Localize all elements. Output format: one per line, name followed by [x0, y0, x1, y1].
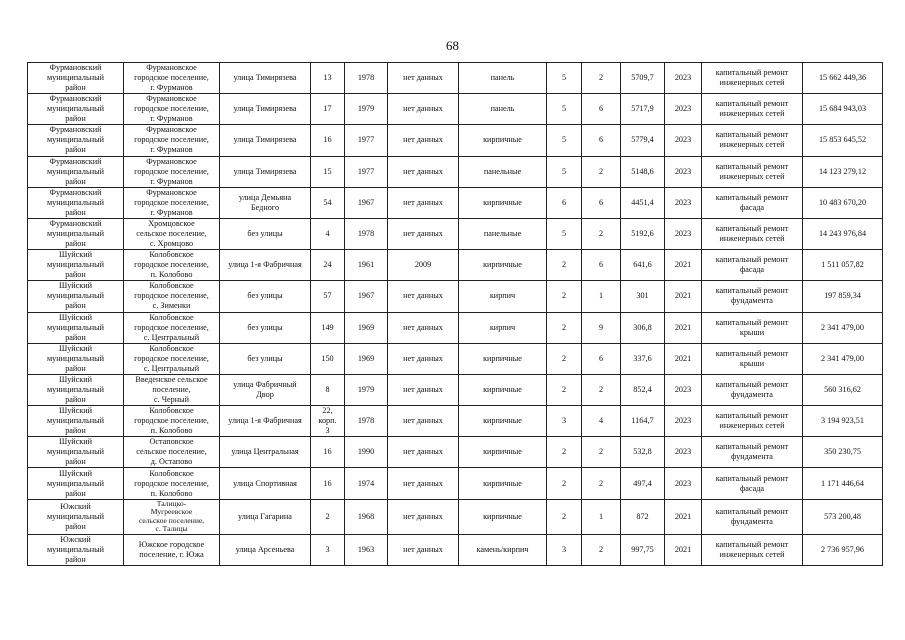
cost-cell: 197 859,34 [803, 281, 883, 312]
street-cell: улица Тимирязева [220, 63, 311, 94]
table-row [28, 94, 883, 125]
street-cell: улица Тимирязева [220, 94, 311, 125]
year-built-cell: 1967 [345, 187, 388, 218]
district-cell: Фурмановский муниципальный район [28, 63, 124, 94]
area-cell: 5148,6 [621, 156, 665, 187]
wall-material-cell: кирпич [459, 312, 547, 343]
cost-cell: 15 684 943,03 [803, 94, 883, 125]
cost-cell: 10 483 670,20 [803, 187, 883, 218]
wall-material-cell: кирпичные [459, 374, 547, 405]
area-cell: 301 [621, 281, 665, 312]
street-cell: улица Демьяна Бедного [220, 187, 311, 218]
district-cell: Фурмановский муниципальный район [28, 94, 124, 125]
cost-cell: 15 662 449,36 [803, 63, 883, 94]
street-cell: улица 1-я Фабричная [220, 406, 311, 437]
overhaul-year-cell: нет данных [388, 437, 459, 468]
settlement-cell: Фурмановское городское поселение, г. Фурманов [124, 125, 220, 156]
planned-year-cell: 2023 [665, 218, 702, 249]
street-cell: без улицы [220, 281, 311, 312]
year-built-cell: 1974 [345, 468, 388, 499]
table-row [28, 218, 883, 249]
table-row [28, 535, 883, 566]
settlement-cell: Остаповское сельское поселение, д. Остапово [124, 437, 220, 468]
planned-year-cell: 2021 [665, 499, 702, 534]
entrances-cell: 2 [582, 63, 621, 94]
area-cell: 306,8 [621, 312, 665, 343]
cost-cell: 3 194 923,51 [803, 406, 883, 437]
floors-cell: 5 [547, 156, 582, 187]
work-type-cell: капитальный ремонт инженерных сетей [702, 125, 803, 156]
table-row [28, 374, 883, 405]
house-number-cell: 3 [311, 535, 345, 566]
area-cell: 641,6 [621, 250, 665, 281]
planned-year-cell: 2021 [665, 281, 702, 312]
street-cell: улица Гагарина [220, 499, 311, 534]
settlement-cell: Талицко- Мугреевское сельское поселение, с. Талицы [124, 499, 220, 534]
overhaul-year-cell: нет данных [388, 312, 459, 343]
page-number: 68 [446, 38, 459, 53]
settlement-cell: Колобовское городское поселение, с. Зименки [124, 281, 220, 312]
area-cell: 5717,9 [621, 94, 665, 125]
year-built-cell: 1969 [345, 343, 388, 374]
table-row [28, 187, 883, 218]
district-cell: Шуйский муниципальный район [28, 250, 124, 281]
house-number-cell: 54 [311, 187, 345, 218]
floors-cell: 5 [547, 125, 582, 156]
planned-year-cell: 2021 [665, 250, 702, 281]
overhaul-year-cell: нет данных [388, 63, 459, 94]
area-cell: 872 [621, 499, 665, 534]
settlement-cell: Колобовское городское поселение, п. Колобово [124, 406, 220, 437]
year-built-cell: 1977 [345, 156, 388, 187]
overhaul-year-cell: нет данных [388, 94, 459, 125]
floors-cell: 5 [547, 94, 582, 125]
floors-cell: 5 [547, 63, 582, 94]
house-number-cell: 24 [311, 250, 345, 281]
entrances-cell: 6 [582, 94, 621, 125]
overhaul-year-cell: нет данных [388, 125, 459, 156]
wall-material-cell: панельные [459, 156, 547, 187]
overhaul-year-cell: нет данных [388, 281, 459, 312]
planned-year-cell: 2023 [665, 437, 702, 468]
wall-material-cell: панель [459, 94, 547, 125]
floors-cell: 2 [547, 499, 582, 534]
cost-cell: 15 853 645,52 [803, 125, 883, 156]
work-type-cell: капитальный ремонт инженерных сетей [702, 63, 803, 94]
year-built-cell: 1967 [345, 281, 388, 312]
work-type-cell: капитальный ремонт инженерных сетей [702, 218, 803, 249]
entrances-cell: 1 [582, 499, 621, 534]
overhaul-year-cell: нет данных [388, 406, 459, 437]
floors-cell: 3 [547, 535, 582, 566]
house-number-cell: 17 [311, 94, 345, 125]
area-cell: 4451,4 [621, 187, 665, 218]
cost-cell: 350 230,75 [803, 437, 883, 468]
street-cell: улица Тимирязева [220, 125, 311, 156]
settlement-cell: Колобовское городское поселение, п. Колобово [124, 468, 220, 499]
cost-cell: 560 316,62 [803, 374, 883, 405]
table-row [28, 468, 883, 499]
entrances-cell: 2 [582, 437, 621, 468]
house-number-cell: 22, корп. 3 [311, 406, 345, 437]
planned-year-cell: 2023 [665, 94, 702, 125]
settlement-cell: Колобовское городское поселение, п. Колобово [124, 250, 220, 281]
overhaul-year-cell: нет данных [388, 343, 459, 374]
work-type-cell: капитальный ремонт фасада [702, 250, 803, 281]
year-built-cell: 1979 [345, 374, 388, 405]
year-built-cell: 1978 [345, 406, 388, 437]
overhaul-year-cell: нет данных [388, 218, 459, 249]
entrances-cell: 6 [582, 125, 621, 156]
entrances-cell: 6 [582, 250, 621, 281]
planned-year-cell: 2021 [665, 535, 702, 566]
work-type-cell: капитальный ремонт фундамента [702, 374, 803, 405]
settlement-cell: Фурмановское городское поселение, г. Фурманов [124, 94, 220, 125]
street-cell: без улицы [220, 312, 311, 343]
planned-year-cell: 2023 [665, 374, 702, 405]
overhaul-year-cell: нет данных [388, 468, 459, 499]
wall-material-cell: кирпич [459, 281, 547, 312]
planned-year-cell: 2023 [665, 63, 702, 94]
table-row [28, 312, 883, 343]
area-cell: 1164,7 [621, 406, 665, 437]
entrances-cell: 1 [582, 281, 621, 312]
overhaul-year-cell: 2009 [388, 250, 459, 281]
area-cell: 852,4 [621, 374, 665, 405]
overhaul-year-cell: нет данных [388, 535, 459, 566]
entrances-cell: 2 [582, 535, 621, 566]
entrances-cell: 6 [582, 187, 621, 218]
year-built-cell: 1978 [345, 63, 388, 94]
planned-year-cell: 2023 [665, 187, 702, 218]
work-type-cell: капитальный ремонт крыши [702, 312, 803, 343]
street-cell: улица Арсеньева [220, 535, 311, 566]
year-built-cell: 1977 [345, 125, 388, 156]
table-row [28, 281, 883, 312]
wall-material-cell: кирпичные [459, 250, 547, 281]
cost-cell: 1 511 057,82 [803, 250, 883, 281]
settlement-cell: Южское городское поселение, г. Южа [124, 535, 220, 566]
house-number-cell: 150 [311, 343, 345, 374]
overhaul-year-cell: нет данных [388, 187, 459, 218]
year-built-cell: 1990 [345, 437, 388, 468]
year-built-cell: 1978 [345, 218, 388, 249]
wall-material-cell: кирпичные [459, 437, 547, 468]
settlement-cell: Фурмановское городское поселение, г. Фурманов [124, 63, 220, 94]
floors-cell: 6 [547, 187, 582, 218]
area-cell: 997,75 [621, 535, 665, 566]
street-cell: улица Спортивная [220, 468, 311, 499]
floors-cell: 2 [547, 437, 582, 468]
street-cell: улица Фабричный Двор [220, 374, 311, 405]
cost-cell: 573 200,48 [803, 499, 883, 534]
house-number-cell: 16 [311, 468, 345, 499]
wall-material-cell: кирпичные [459, 499, 547, 534]
district-cell: Фурмановский муниципальный район [28, 187, 124, 218]
work-type-cell: капитальный ремонт фундамента [702, 499, 803, 534]
work-type-cell: капитальный ремонт фундамента [702, 281, 803, 312]
cost-cell: 1 171 446,64 [803, 468, 883, 499]
entrances-cell: 6 [582, 343, 621, 374]
cost-cell: 14 243 976,84 [803, 218, 883, 249]
district-cell: Шуйский муниципальный район [28, 312, 124, 343]
house-number-cell: 13 [311, 63, 345, 94]
wall-material-cell: панельные [459, 218, 547, 249]
area-cell: 497,4 [621, 468, 665, 499]
cost-cell: 2 341 479,00 [803, 343, 883, 374]
district-cell: Шуйский муниципальный район [28, 343, 124, 374]
floors-cell: 2 [547, 281, 582, 312]
work-type-cell: капитальный ремонт крыши [702, 343, 803, 374]
settlement-cell: Колобовское городское поселение, с. Центральный [124, 312, 220, 343]
district-cell: Шуйский муниципальный район [28, 437, 124, 468]
settlement-cell: Колобовское городское поселение, с. Центральный [124, 343, 220, 374]
settlement-cell: Фурмановское городское поселение, г. Фурманов [124, 187, 220, 218]
table-row [28, 63, 883, 94]
table-row [28, 406, 883, 437]
street-cell: улица Тимирязева [220, 156, 311, 187]
planned-year-cell: 2023 [665, 406, 702, 437]
wall-material-cell: кирпичные [459, 187, 547, 218]
house-number-cell: 15 [311, 156, 345, 187]
table-row [28, 343, 883, 374]
floors-cell: 5 [547, 218, 582, 249]
work-type-cell: капитальный ремонт фундамента [702, 437, 803, 468]
year-built-cell: 1979 [345, 94, 388, 125]
planned-year-cell: 2021 [665, 312, 702, 343]
planned-year-cell: 2023 [665, 468, 702, 499]
floors-cell: 2 [547, 343, 582, 374]
area-cell: 5709,7 [621, 63, 665, 94]
table-row [28, 156, 883, 187]
cost-cell: 14 123 279,12 [803, 156, 883, 187]
entrances-cell: 2 [582, 374, 621, 405]
district-cell: Шуйский муниципальный район [28, 281, 124, 312]
entrances-cell: 2 [582, 156, 621, 187]
overhaul-year-cell: нет данных [388, 374, 459, 405]
table-row [28, 125, 883, 156]
area-cell: 5779,4 [621, 125, 665, 156]
entrances-cell: 9 [582, 312, 621, 343]
area-cell: 337,6 [621, 343, 665, 374]
floors-cell: 2 [547, 312, 582, 343]
district-cell: Шуйский муниципальный район [28, 374, 124, 405]
house-number-cell: 57 [311, 281, 345, 312]
wall-material-cell: камень/кирпич [459, 535, 547, 566]
cost-cell: 2 736 957,96 [803, 535, 883, 566]
wall-material-cell: кирпичные [459, 468, 547, 499]
work-type-cell: капитальный ремонт инженерных сетей [702, 94, 803, 125]
planned-year-cell: 2021 [665, 343, 702, 374]
house-number-cell: 16 [311, 437, 345, 468]
district-cell: Шуйский муниципальный район [28, 468, 124, 499]
entrances-cell: 4 [582, 406, 621, 437]
table-row [28, 250, 883, 281]
planned-year-cell: 2023 [665, 125, 702, 156]
wall-material-cell: панель [459, 63, 547, 94]
floors-cell: 2 [547, 250, 582, 281]
area-cell: 532,8 [621, 437, 665, 468]
district-cell: Фурмановский муниципальный район [28, 125, 124, 156]
planned-year-cell: 2023 [665, 156, 702, 187]
work-type-cell: капитальный ремонт фасада [702, 468, 803, 499]
district-cell: Южский муниципальный район [28, 535, 124, 566]
cost-cell: 2 341 479,00 [803, 312, 883, 343]
floors-cell: 2 [547, 374, 582, 405]
floors-cell: 3 [547, 406, 582, 437]
district-cell: Южский муниципальный район [28, 499, 124, 534]
house-number-cell: 2 [311, 499, 345, 534]
wall-material-cell: кирпичные [459, 343, 547, 374]
table-row [28, 499, 883, 534]
overhaul-year-cell: нет данных [388, 156, 459, 187]
street-cell: улица Центральная [220, 437, 311, 468]
house-number-cell: 4 [311, 218, 345, 249]
street-cell: без улицы [220, 218, 311, 249]
wall-material-cell: кирпичные [459, 125, 547, 156]
year-built-cell: 1968 [345, 499, 388, 534]
settlement-cell: Хромцовское сельское поселение, с. Хромцово [124, 218, 220, 249]
work-type-cell: капитальный ремонт инженерных сетей [702, 156, 803, 187]
street-cell: без улицы [220, 343, 311, 374]
entrances-cell: 2 [582, 218, 621, 249]
district-cell: Шуйский муниципальный район [28, 406, 124, 437]
street-cell: улица 1-я Фабричная [220, 250, 311, 281]
house-number-cell: 16 [311, 125, 345, 156]
table-body [28, 63, 883, 566]
table-row [28, 437, 883, 468]
entrances-cell: 2 [582, 468, 621, 499]
work-type-cell: капитальный ремонт инженерных сетей [702, 406, 803, 437]
district-cell: Фурмановский муниципальный район [28, 156, 124, 187]
house-number-cell: 8 [311, 374, 345, 405]
year-built-cell: 1961 [345, 250, 388, 281]
house-number-cell: 149 [311, 312, 345, 343]
work-type-cell: капитальный ремонт фасада [702, 187, 803, 218]
settlement-cell: Введенское сельское поселение, с. Черный [124, 374, 220, 405]
floors-cell: 2 [547, 468, 582, 499]
area-cell: 5192,6 [621, 218, 665, 249]
year-built-cell: 1969 [345, 312, 388, 343]
wall-material-cell: кирпичные [459, 406, 547, 437]
settlement-cell: Фурмановское городское поселение, г. Фурманов [124, 156, 220, 187]
housing-repair-table [27, 62, 883, 566]
overhaul-year-cell: нет данных [388, 499, 459, 534]
district-cell: Фурмановский муниципальный район [28, 218, 124, 249]
work-type-cell: капитальный ремонт инженерных сетей [702, 535, 803, 566]
year-built-cell: 1963 [345, 535, 388, 566]
